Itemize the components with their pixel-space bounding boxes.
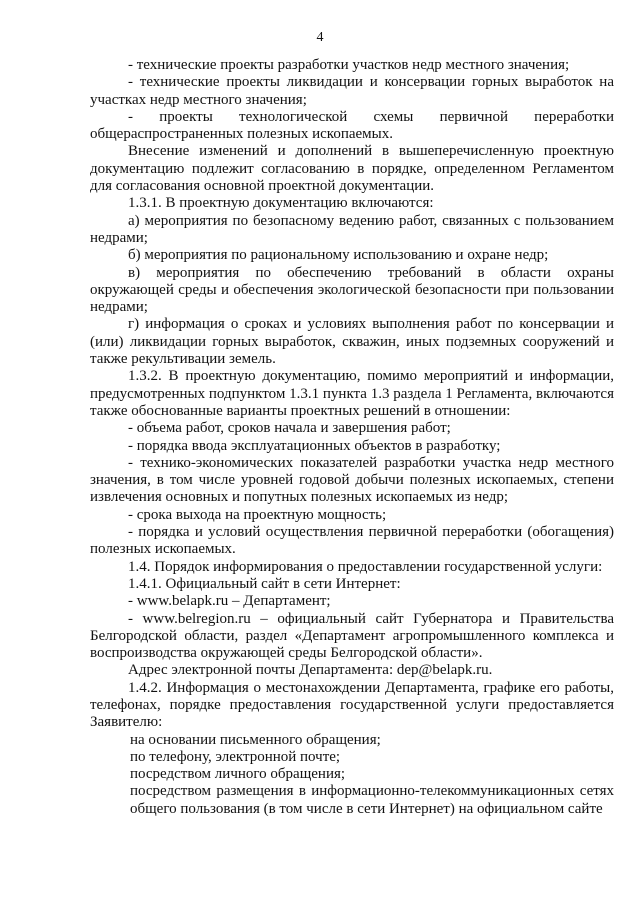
paragraph-tech-scheme-projects: - проекты технологической схемы первичной переработки общераспространенных полезных ископаемых.	[90, 108, 614, 143]
paragraph-design-capacity: - срока выхода на проектную мощность;	[128, 506, 387, 523]
document-body	[90, 57, 614, 818]
paragraph-written-request: на основании письменного обращения;	[130, 731, 381, 748]
paragraph-belregion-site: - www.belregion.ru – официальный сайт Губернатора и Правительства Белгородской области, раздел «Департамент агропромышленного комплекса и воспроизводства окружающей среды Белгородской области».	[90, 610, 614, 662]
paragraph-belapk-site: - www.belapk.ru – Департамент;	[128, 593, 331, 610]
paragraph-1-3-1-heading: 1.3.1. В проектную документацию включаются:	[128, 195, 434, 212]
paragraph-primary-processing: - порядка и условий осуществления первичной переработки (обогащения) полезных ископаемых.	[90, 524, 614, 558]
paragraph-item-g: г) информация о сроках и условиях выполнения работ по консервации и (или) ликвидации горных выработок, скважин, иных подземных сооружений и также рекультивации земель.	[90, 316, 614, 368]
paragraph-1-3-2: 1.3.2. В проектную документацию, помимо мероприятий и информации, предусмотренных подпунктом 1.3.1 пункта 1.3 раздела 1 Регламента, включаются также обоснованные варианты проектных решений в отношении:	[90, 368, 614, 419]
paragraph-commissioning-order: - порядка ввода эксплуатационных объектов в разработку;	[128, 437, 501, 454]
paragraph-tech-economic-indicators: - технико-экономических показателей разработки участка недр местного значения, в том числе уровней годовой добычи полезных ископаемых, степени извлечения основных и попутных полезных ископаемых из недр;	[90, 454, 614, 506]
paragraph-tech-projects-development: - технические проекты разработки участков недр местного значения;	[128, 57, 570, 73]
paragraph-personal-visit: посредством личного обращения;	[130, 766, 346, 783]
paragraph-changes-approval: Внесение изменений и дополнений в вышеперечисленную проектную документацию подлежит согласованию в порядке, определенном Регламентом для согласования основной проектной документации.	[90, 143, 614, 195]
paragraph-1-4-heading: 1.4. Порядок информирования о предоставлении государственной услуги:	[128, 558, 603, 575]
paragraph-email-address: Адрес электронной почты Департамента: dep@belapk.ru.	[128, 662, 493, 679]
page-number: 4	[316, 30, 324, 45]
paragraph-item-a: а) мероприятия по безопасному ведению работ, связанных с пользованием недрами;	[90, 212, 614, 246]
paragraph-tech-projects-liquidation: - технические проекты ликвидации и консервации горных выработок на участках недр местного значения;	[90, 74, 614, 108]
paragraph-item-v: в) мероприятия по обеспечению требований в области охраны окружающей среды и обеспечения экологической безопасности при пользовании недрами;	[90, 264, 614, 316]
paragraph-1-4-1-website: 1.4.1. Официальный сайт в сети Интернет:	[128, 575, 401, 592]
paragraph-phone-email: по телефону, электронной почте;	[130, 748, 341, 765]
paragraph-internet-posting: посредством размещения в информационно-телекоммуникационных сетях общего пользования (в том числе в сети Интернет) на официальном сайте	[130, 783, 614, 817]
paragraph-work-volume: - объема работ, сроков начала и завершения работ;	[128, 420, 451, 437]
paragraph-item-b: б) мероприятия по рациональному использованию и охране недр;	[128, 247, 549, 264]
paragraph-1-4-2-information: 1.4.2. Информация о местонахождении Департамента, графике его работы, телефонах, порядке предоставления государственной услуги предоставляется Заявителю:	[90, 679, 614, 731]
